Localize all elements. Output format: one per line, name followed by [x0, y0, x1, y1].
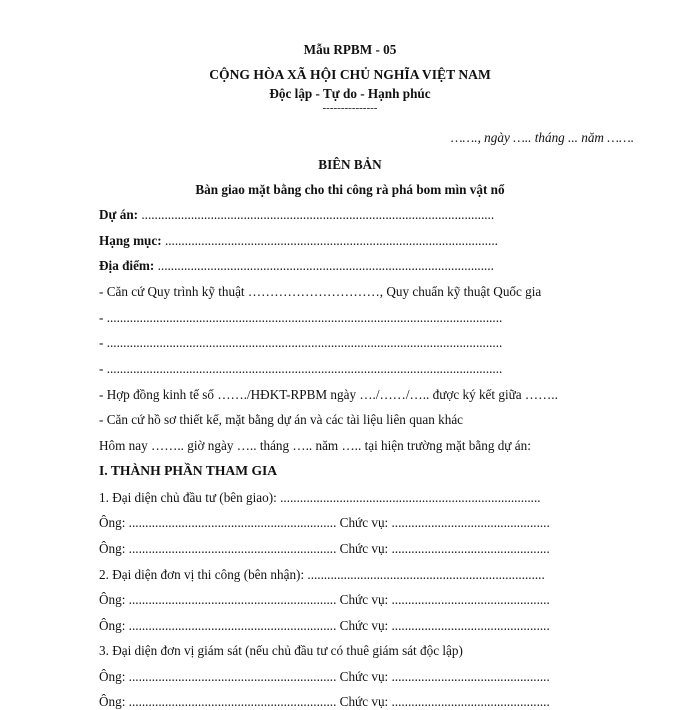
form-code: Mẫu RPBM - 05	[303, 42, 397, 57]
basis-line-4: - ........................................................................................................................	[99, 361, 503, 376]
item-label: Hạng mục:	[99, 233, 162, 248]
documents-line: - Căn cứ hồ sơ thiết kế, mặt bằng dự án và các tài liệu liên quan khác	[99, 412, 464, 427]
header-separator: ---------------	[322, 102, 378, 114]
item-field	[99, 233, 498, 249]
document-subtitle: Bàn giao mặt bằng cho thi công rà phá bom mìn vật nổ	[195, 182, 505, 197]
location-dots: ......................................................................................................	[154, 258, 494, 273]
country-name: CỘNG HÒA XÃ HỘI CHỦ NGHĨA VIỆT NAM	[209, 67, 491, 82]
date-line: ……., ngày ….. tháng ... năm …….	[450, 130, 634, 145]
owner-representative: 1. Đại diện chủ đầu tư (bên giao): ...............................................................................	[99, 490, 541, 505]
basis-line-1: - Căn cứ Quy trình kỹ thuật …………………………, Quy chuẩn kỹ thuật Quốc gia	[99, 284, 542, 299]
section-1-heading: I. THÀNH PHẦN THAM GIA	[99, 463, 278, 478]
person-line: Ông: ............................................................... Chức vụ: ................................................	[99, 515, 550, 530]
basis-line-2: - ........................................................................................................................	[99, 310, 503, 325]
basis-line-3: - ........................................................................................................................	[99, 335, 503, 350]
location-label: Địa điểm:	[99, 258, 155, 273]
contract-line: - Hợp đồng kinh tế số ……./HĐKT-RPBM ngày …./……/….. được ký kết giữa ……..	[99, 387, 558, 402]
person-line: Ông: ............................................................... Chức vụ: ................................................	[99, 694, 550, 709]
today-line: Hôm nay …….. giờ ngày ….. tháng ….. năm ….. tại hiện trường mặt bằng dự án:	[99, 438, 531, 453]
person-line: Ông: ............................................................... Chức vụ: ................................................	[99, 592, 550, 607]
person-line: Ông: ............................................................... Chức vụ: ................................................	[99, 669, 550, 684]
location-field	[99, 258, 494, 274]
project-label: Dự án:	[99, 207, 139, 222]
supervisor-representative: 3. Đại diện đơn vị giám sát (nếu chủ đầu tư có thuê giám sát độc lập)	[99, 643, 463, 658]
motto: Độc lập - Tự do - Hạnh phúc	[269, 86, 431, 101]
person-line: Ông: ............................................................... Chức vụ: ................................................	[99, 618, 550, 633]
person-line: Ông: ............................................................... Chức vụ: ................................................	[99, 541, 550, 556]
project-dots: ...........................................................................................................	[138, 207, 495, 222]
document-title: BIÊN BẢN	[318, 157, 382, 172]
contractor-representative: 2. Đại diện đơn vị thi công (bên nhận): ........................................................................	[99, 567, 545, 582]
project-field	[99, 207, 494, 223]
item-dots: .....................................................................................................	[161, 233, 498, 248]
